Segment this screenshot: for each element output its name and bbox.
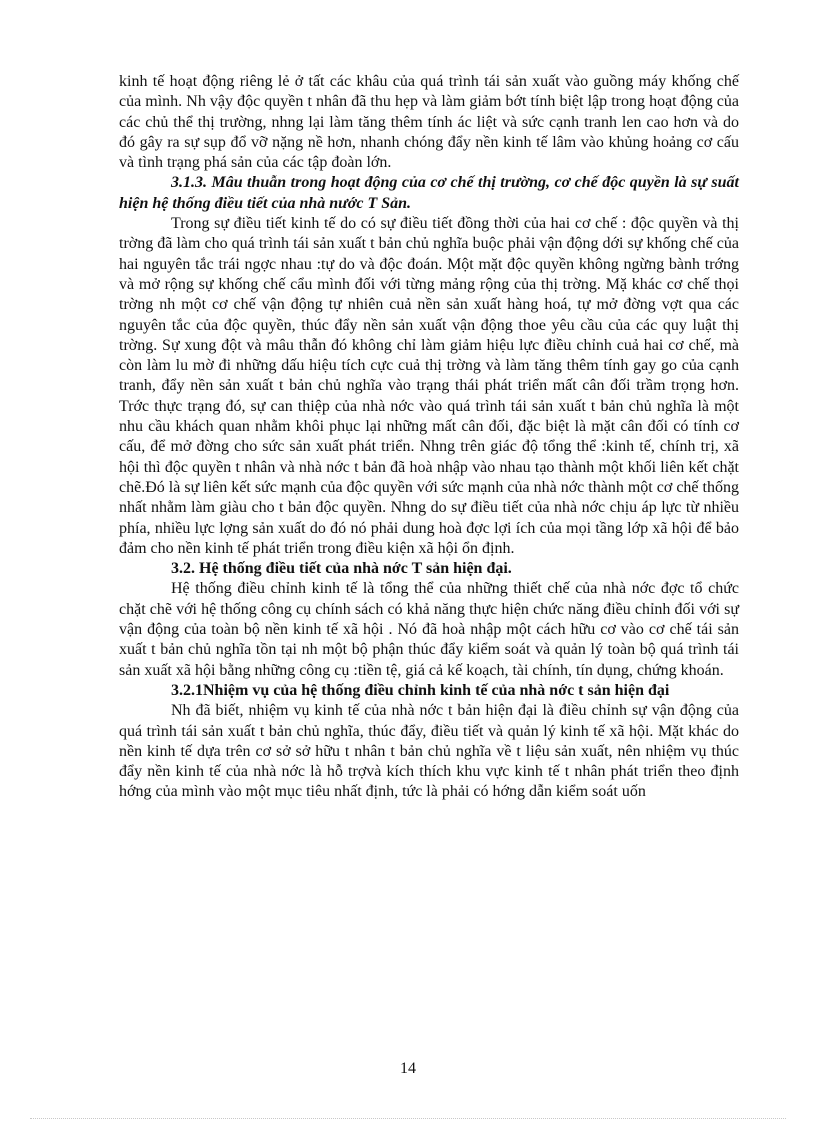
body-paragraph: Hệ thống điều chỉnh kinh tế là tổng thể của những thiết chế của nhà nớc đợc tổ chức chặt chẽ với hệ thống công cụ chính sách có khả năng thực hiện chức năng điều chỉnh đối với sự vận động của toàn bộ nền kinh tế xã hội . Nó đã hoà nhập một cách hữu cơ vào cơ chế tái sản xuất t bản chủ nghĩa tồn tại nh một bộ phận thúc đẩy kiểm soát và quản lý toàn bộ quá trình tái sản xuất xã hội bằng những công cụ :tiền tệ, giá cả kế koạch, tài chính, tín dụng, chứng khoán. xyxy=(119,580,739,679)
subsection-heading: 3.2.1Nhiệm vụ của hệ thống điều chỉnh kinh tế của nhà nớc t sản hiện đại xyxy=(171,681,670,699)
section-heading: 3.1.3. Mâu thuẫn trong hoạt động của cơ chế thị trường, cơ chế độc quyền là sự suất hiện hệ thống điều tiết của nhà nước T Sản. xyxy=(119,174,739,212)
document-page xyxy=(119,72,739,803)
page-number: 14 xyxy=(400,1060,416,1077)
body-paragraph: kinh tế hoạt động riêng lẻ ở tất các khâu của quá trình tái sản xuất vào guồng máy khống chế của mình. Nh vậy độc quyền t nhân đã thu hẹp và làm giảm bớt tính biệt lập trong hoạt động của các chủ thể thị trường, nhng lại làm tăng thêm tính ác liệt và sức cạnh tranh len cao hơn và do đó gây ra sự sụp đổ vỡ nặng nề hơn, nhanh chóng đẩy nền kinh tế lâm vào khủng hoảng cơ cấu và tình trạng phá sản của các tập đoàn lớn. xyxy=(119,73,739,172)
body-paragraph: Nh đã biết, nhiệm vụ kinh tế của nhà nớc t bản hiện đại là điều chỉnh sự vận động của quá trình tái sản xuất t bản chủ nghĩa, thúc đẩy, điều tiết và quản lý kinh tế xã hội. Mặt khác do nền kinh tế dựa trên cơ sở sở hữu t nhân t bản chủ nghĩa về t liệu sản xuất, nên nhiệm vụ thúc đẩy nền kinh tế của nhà nớc là hỗ trợvà kích thích khu vực kinh tế t nhân phát triển theo định hớng của mình vào một mục tiêu nhất định, tức là phải có hớng dẫn kiểm soát uốn xyxy=(119,702,739,801)
body-paragraph: Trong sự điều tiết kinh tế do có sự điều tiết đồng thời của hai cơ chế : độc quyền và thị trờng đã làm cho quá trình tái sản xuất t bản chủ nghĩa buộc phải vận động dới sự khống chế của hai nguyên tắc trái ngợc nhau :tự do và độc đoán. Một mặt độc quyền không ngừng bành trớng và mở rộng sự khống chế cẩu mình đối với từng mảng rộng của thị trờng. Mặ khác cơ chế thọi trờng nh một cơ chế vận động tự nhiên cuả nền sản xuất hàng hoá, tự mở đờng vợt qua các nguyên tắc của độc quyền, thúc đẩy nền sản xuất vận động thoe yêu cầu của các quy luật thị trờng. Sự xung đột và mâu thẫn đó không chỉ làm giảm hiệu lực điều chỉnh cuả hai cơ chế, mà còn làm lu mờ đi những dấu hiệu tích cực cuả thị trờng và làm tăng thêm tính gay go của cạnh tranh, đẩy nền sản xuất t bản chủ nghĩa vào trạng thái phát triển mất cân đối trầm trọng hơn. Trớc thực trạng đó, sự can thiệp của nhà nớc vào quá trình tái sản xuất t bản chủ nghĩa là một nhu cầu khách quan nhằm khôi phục lại những mất cân đối, đặc biệt là mặt cân đối có tính cơ cấu, để mở đờng cho sức sản xuất phát triển. Nhng trên giác độ tổng thể :kinh tế, chính trị, xã hội thì độc quyền t nhân và nhà nớc t bản đã hoà nhập vào nhau tạo thành một khối liên kết chặt chẽ.Đó là sự liên kết sức mạnh của độc quyền với sức mạnh của nhà nớc thành một cơ chế thống nhất nhằm làm giàu cho t bản độc quyền. Nhng do sự điều tiết của nhà nớc chịu áp lực từ nhiều phía, nhiều lực lợng sản xuất do đó nó phải dung hoà đợc lợi ích của mọi tầng lớp xã hội để bảo đảm cho nền kinh tế phát triển trong điều kiện xã hội ổn định. xyxy=(119,215,739,557)
section-heading: 3.2. Hệ thống điều tiết của nhà nớc T sản hiện đại. xyxy=(171,560,512,578)
page-divider xyxy=(30,1118,786,1119)
